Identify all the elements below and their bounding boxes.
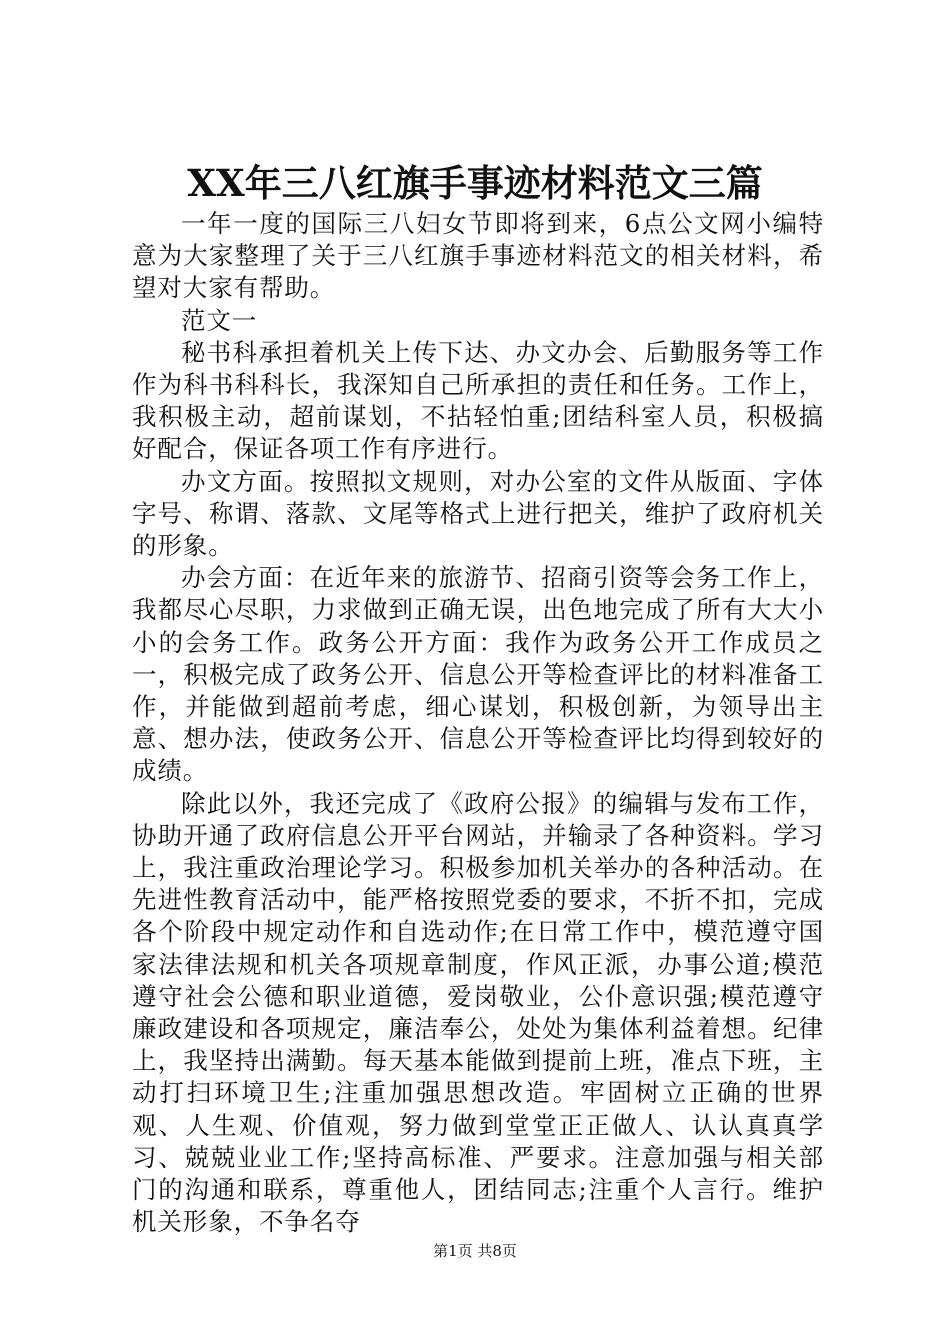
document-body (132, 208, 824, 1239)
page-footer (0, 1241, 950, 1261)
paragraph-secretary-duties: 秘书科承担着机关上传下达、办文办会、后勤服务等工作作为科书科科长，我深知自己所承担的责任和任务。工作上，我积极主动，超前谋划，不拈轻怕重;团结科室人员，积极搞好配合，保证各项工作有序进行。 (132, 337, 824, 464)
document-title: XX年三八红旗手事迹材料范文三篇 (187, 161, 763, 205)
page-number: 第1页 共8页 (433, 1242, 517, 1260)
paragraph-document-work: 办文方面。按照拟文规则，对办公室的文件从版面、字体字号、称谓、落款、文尾等格式上进行把关，维护了政府机关的形象。 (132, 466, 824, 561)
paragraph-section-heading: 范文一 (181, 305, 258, 335)
paragraph-other-work: 除此以外，我还完成了《政府公报》的编辑与发布工作，协助开通了政府信息公开平台网站，并输录了各种资料。学习上，我注重政治理论学习。积极参加机关举办的各种活动。在先进性教育活动中，能严格按照党委的要求，不折不扣，完成各个阶段中规定动作和自选动作;在日常工作中，模范遵守国家法律法规和机关各项规章制度，作风正派，办事公道;模范遵守社会公德和职业道德，爱岗敬业，公仆意识强;模范遵守廉政建设和各项规定，廉洁奉公，处处为集体利益着想。纪律上，我坚持出满勤。每天基本能做到提前上班，准点下班，主动打扫环境卫生;注重加强思想改造。牢固树立正确的世界观、人生观、价值观，努力做到堂堂正正做人、认认真真学习、兢兢业业工作;坚持高标准、严要求。注意加强与相关部门的沟通和联系，尊重他人，团结同志;注重个人言行。维护机关形象，不争名夺 (132, 788, 824, 1237)
paragraph-intro: 一年一度的国际三八妇女节即将到来，6点公文网小编特意为大家整理了关于三八红旗手事迹材料范文的相关材料，希望对大家有帮助。 (132, 209, 824, 303)
paragraph-meeting-work: 办会方面：在近年来的旅游节、招商引资等会务工作上，我都尽心尽职，力求做到正确无误，出色地完成了所有大大小小的会务工作。政务公开方面：我作为政务公开工作成员之一，积极完成了政务公开、信息公开等检查评比的材料准备工作，并能做到超前考虑，细心谋划，积极创新，为领导出主意、想办法，使政务公开、信息公开等检查评比均得到较好的成绩。 (132, 563, 824, 786)
